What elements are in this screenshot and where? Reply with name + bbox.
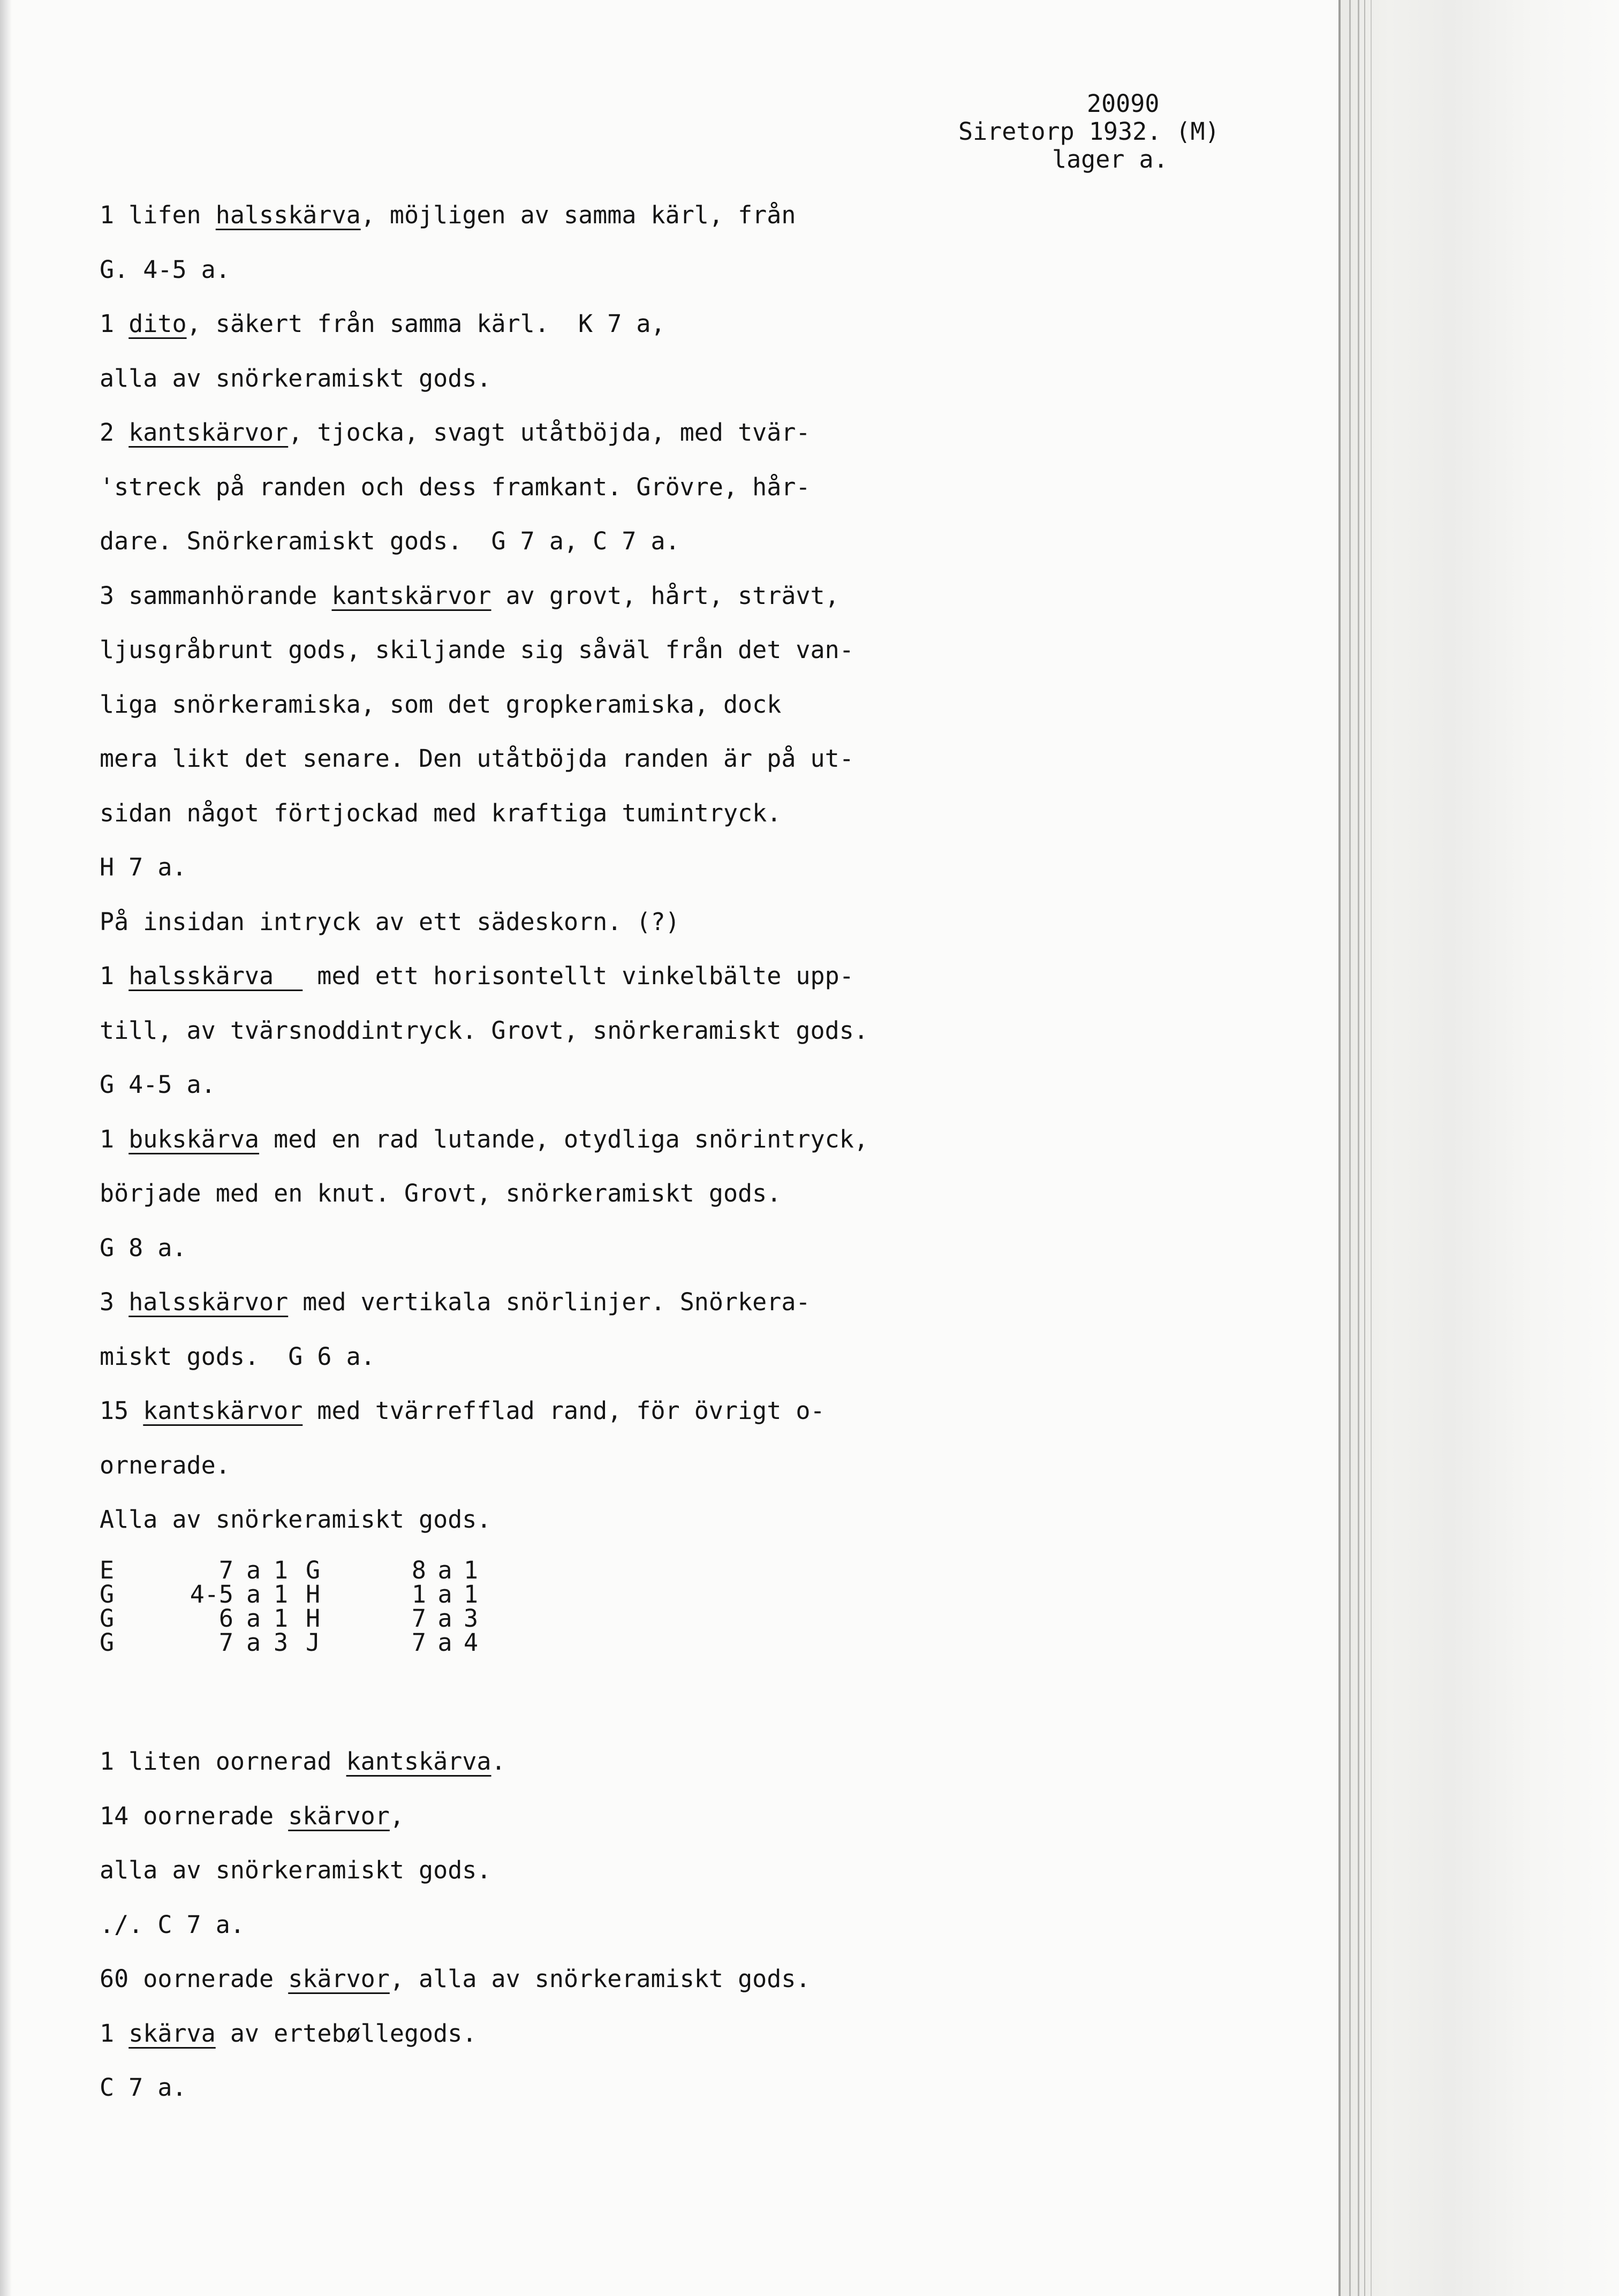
underlined-term: kantskärvor xyxy=(143,1396,303,1425)
text-line xyxy=(100,797,781,829)
text-segment: 14 oornerade xyxy=(100,1801,289,1830)
text-segment: ./. C 7 a. xyxy=(100,1910,245,1939)
text-segment: med ett horisontellt vinkelbälte upp- xyxy=(302,962,854,990)
text-segment: mera likt det senare. Den utåtböjda randen är på ut- xyxy=(100,744,854,773)
text-line xyxy=(100,1015,868,1047)
position-cell: 6 xyxy=(218,1604,233,1633)
position-cell: 1 xyxy=(464,1580,479,1608)
text-line xyxy=(100,1746,506,1778)
text-line xyxy=(100,1286,811,1318)
position-cell: 7 xyxy=(411,1628,426,1657)
position-cell: a xyxy=(246,1580,261,1608)
text-line xyxy=(100,417,811,449)
text-segment: På insidan intryck av ett sädeskorn. (?) xyxy=(100,907,680,936)
text-line xyxy=(100,254,230,286)
position-cell: 4-5 xyxy=(190,1580,233,1608)
page-edge-line xyxy=(1338,0,1341,2296)
text-line xyxy=(100,1177,781,1210)
text-segment: , möjligen av samma kärl, från xyxy=(360,201,796,229)
text-line xyxy=(100,1800,404,1832)
text-segment: dare. Snörkeramiskt gods. G 7 a, C 7 a. xyxy=(100,527,680,555)
text-line xyxy=(100,2072,187,2104)
text-segment: med vertikala snörlinjer. Snörkera- xyxy=(288,1288,811,1316)
page-edge-line xyxy=(1349,0,1351,2296)
text-line xyxy=(100,525,680,557)
position-cell: 7 xyxy=(218,1628,233,1657)
text-segment: 3 sammanhörande xyxy=(100,581,332,610)
position-cell: G xyxy=(100,1604,115,1633)
position-cell: 7 xyxy=(218,1556,233,1584)
position-cell: 1 xyxy=(411,1580,426,1608)
position-cell: G xyxy=(306,1556,321,1584)
catalog-header xyxy=(910,90,1253,229)
position-cell: J xyxy=(306,1628,321,1657)
underlined-term: kantskärvor xyxy=(331,581,491,610)
text-line xyxy=(100,1854,491,1886)
text-segment: , säkert från samma kärl. K 7 a, xyxy=(186,309,665,338)
underlined-term: dito xyxy=(128,309,187,338)
underlined-term: kantskärvor xyxy=(128,418,289,447)
text-segment: alla av snörkeramiskt gods. xyxy=(100,1856,491,1884)
position-cell: E xyxy=(100,1556,115,1584)
text-line xyxy=(100,960,854,992)
text-segment: 1 xyxy=(100,1124,129,1153)
text-segment: liga snörkeramiska, som det gropkeramiska, dock xyxy=(100,690,782,719)
text-line xyxy=(100,1504,491,1536)
page-edge-line xyxy=(1358,0,1359,2296)
position-cell: 1 xyxy=(464,1556,479,1584)
site-and-year: Siretorp 1932. (M) xyxy=(958,117,1220,146)
text-segment: började med en knut. Grovt, snörkeramiskt gods. xyxy=(100,1179,782,1207)
text-line xyxy=(100,580,839,612)
position-cell: a xyxy=(246,1604,261,1633)
position-row xyxy=(100,1630,496,1655)
text-segment: miskt gods. G 6 a. xyxy=(100,1342,375,1371)
position-cell: 3 xyxy=(274,1628,289,1657)
position-cell: 8 xyxy=(411,1556,426,1584)
text-line xyxy=(100,1963,811,1995)
position-cell: a xyxy=(437,1628,452,1657)
position-cell: a xyxy=(246,1556,261,1584)
text-line xyxy=(100,1909,245,1941)
text-segment: med en rad lutande, otydliga snörintryck, xyxy=(259,1124,868,1153)
text-segment: 1 xyxy=(100,309,129,338)
page-edge-line xyxy=(1371,0,1372,2296)
text-segment: G. 4-5 a. xyxy=(100,255,230,284)
text-segment: G 8 a. xyxy=(100,1233,187,1262)
text-segment: G 4-5 a. xyxy=(100,1070,216,1099)
text-segment: 1 xyxy=(100,2019,129,2048)
text-segment: 3 xyxy=(100,1288,129,1316)
text-line xyxy=(100,906,680,938)
text-line xyxy=(100,1395,825,1427)
page-edge-stack xyxy=(1338,0,1619,2296)
text-segment: alla av snörkeramiskt gods. xyxy=(100,364,491,392)
layer-label: lager a. xyxy=(1052,145,1168,173)
text-line xyxy=(100,1069,216,1101)
text-segment: 15 xyxy=(100,1396,143,1425)
position-cell: 1 xyxy=(274,1604,289,1633)
underlined-term: halsskärvor xyxy=(128,1288,289,1316)
position-cell: 1 xyxy=(274,1580,289,1608)
text-segment: C 7 a. xyxy=(100,2073,187,2102)
position-cell: a xyxy=(437,1604,452,1633)
text-line xyxy=(100,1449,230,1482)
position-cell: a xyxy=(437,1556,452,1584)
text-line xyxy=(100,199,796,231)
underlined-term: skärva xyxy=(128,2019,216,2048)
text-segment: till, av tvärsnoddintryck. Grovt, snörkeramiskt gods. xyxy=(100,1016,868,1045)
position-cell: 3 xyxy=(464,1604,479,1633)
position-cell: 4 xyxy=(464,1628,479,1657)
text-segment: 1 liten oornerad xyxy=(100,1747,346,1776)
position-cell: a xyxy=(437,1580,452,1608)
text-segment: 1 xyxy=(100,962,129,990)
position-cell: H xyxy=(306,1580,321,1608)
text-segment: , tjocka, svagt utåtböjda, med tvär- xyxy=(288,418,811,447)
text-line xyxy=(100,851,187,883)
text-segment: , xyxy=(389,1801,404,1830)
text-line xyxy=(100,308,665,340)
text-line xyxy=(100,1341,375,1373)
page-left-shadow xyxy=(0,0,12,2296)
position-cell: a xyxy=(246,1628,261,1657)
underlined-term: skärvor xyxy=(288,1965,390,1993)
text-line xyxy=(100,743,854,775)
underlined-term: kantskärva xyxy=(346,1747,491,1776)
text-segment: 1 lifen xyxy=(100,201,216,229)
text-line xyxy=(100,689,781,721)
text-segment: 60 oornerade xyxy=(100,1965,289,1993)
text-segment: . xyxy=(491,1747,506,1776)
text-line xyxy=(100,634,854,666)
text-segment: av ertebøllegods. xyxy=(215,2019,477,2048)
position-cell: H xyxy=(306,1604,321,1633)
catalog-number: 20090 xyxy=(1087,89,1160,118)
underlined-term: halsskärva xyxy=(128,962,303,990)
position-cell: G xyxy=(100,1628,115,1657)
position-cell: 1 xyxy=(274,1556,289,1584)
position-row xyxy=(100,1582,496,1606)
position-table xyxy=(100,1558,496,1655)
text-segment: , alla av snörkeramiskt gods. xyxy=(389,1965,811,1993)
text-segment: ornerade. xyxy=(100,1451,230,1479)
text-line xyxy=(100,1123,868,1155)
text-line xyxy=(100,471,811,503)
underlined-term: halsskärva xyxy=(215,201,361,229)
underlined-term: skärvor xyxy=(288,1801,390,1830)
text-line xyxy=(100,1232,187,1264)
text-line xyxy=(100,362,491,395)
position-cell: 7 xyxy=(411,1604,426,1633)
text-segment: 2 xyxy=(100,418,129,447)
page-edge-line xyxy=(1364,0,1365,2296)
text-segment: 'streck på randen och dess framkant. Grövre, hår- xyxy=(100,472,811,501)
text-segment: Alla av snörkeramiskt gods. xyxy=(100,1505,491,1534)
text-segment: av grovt, hårt, strävt, xyxy=(491,581,839,610)
text-line xyxy=(100,2018,476,2050)
position-row xyxy=(100,1558,496,1582)
text-segment: ljusgråbrunt gods, skiljande sig såväl från det van- xyxy=(100,636,854,664)
text-segment: sidan något förtjockad med kraftiga tumintryck. xyxy=(100,798,782,827)
position-cell: G xyxy=(100,1580,115,1608)
position-row xyxy=(100,1604,496,1633)
text-segment: H 7 a. xyxy=(100,853,187,881)
text-segment: med tvärrefflad rand, för övrigt o- xyxy=(302,1396,825,1425)
underlined-term: bukskärva xyxy=(128,1124,260,1153)
